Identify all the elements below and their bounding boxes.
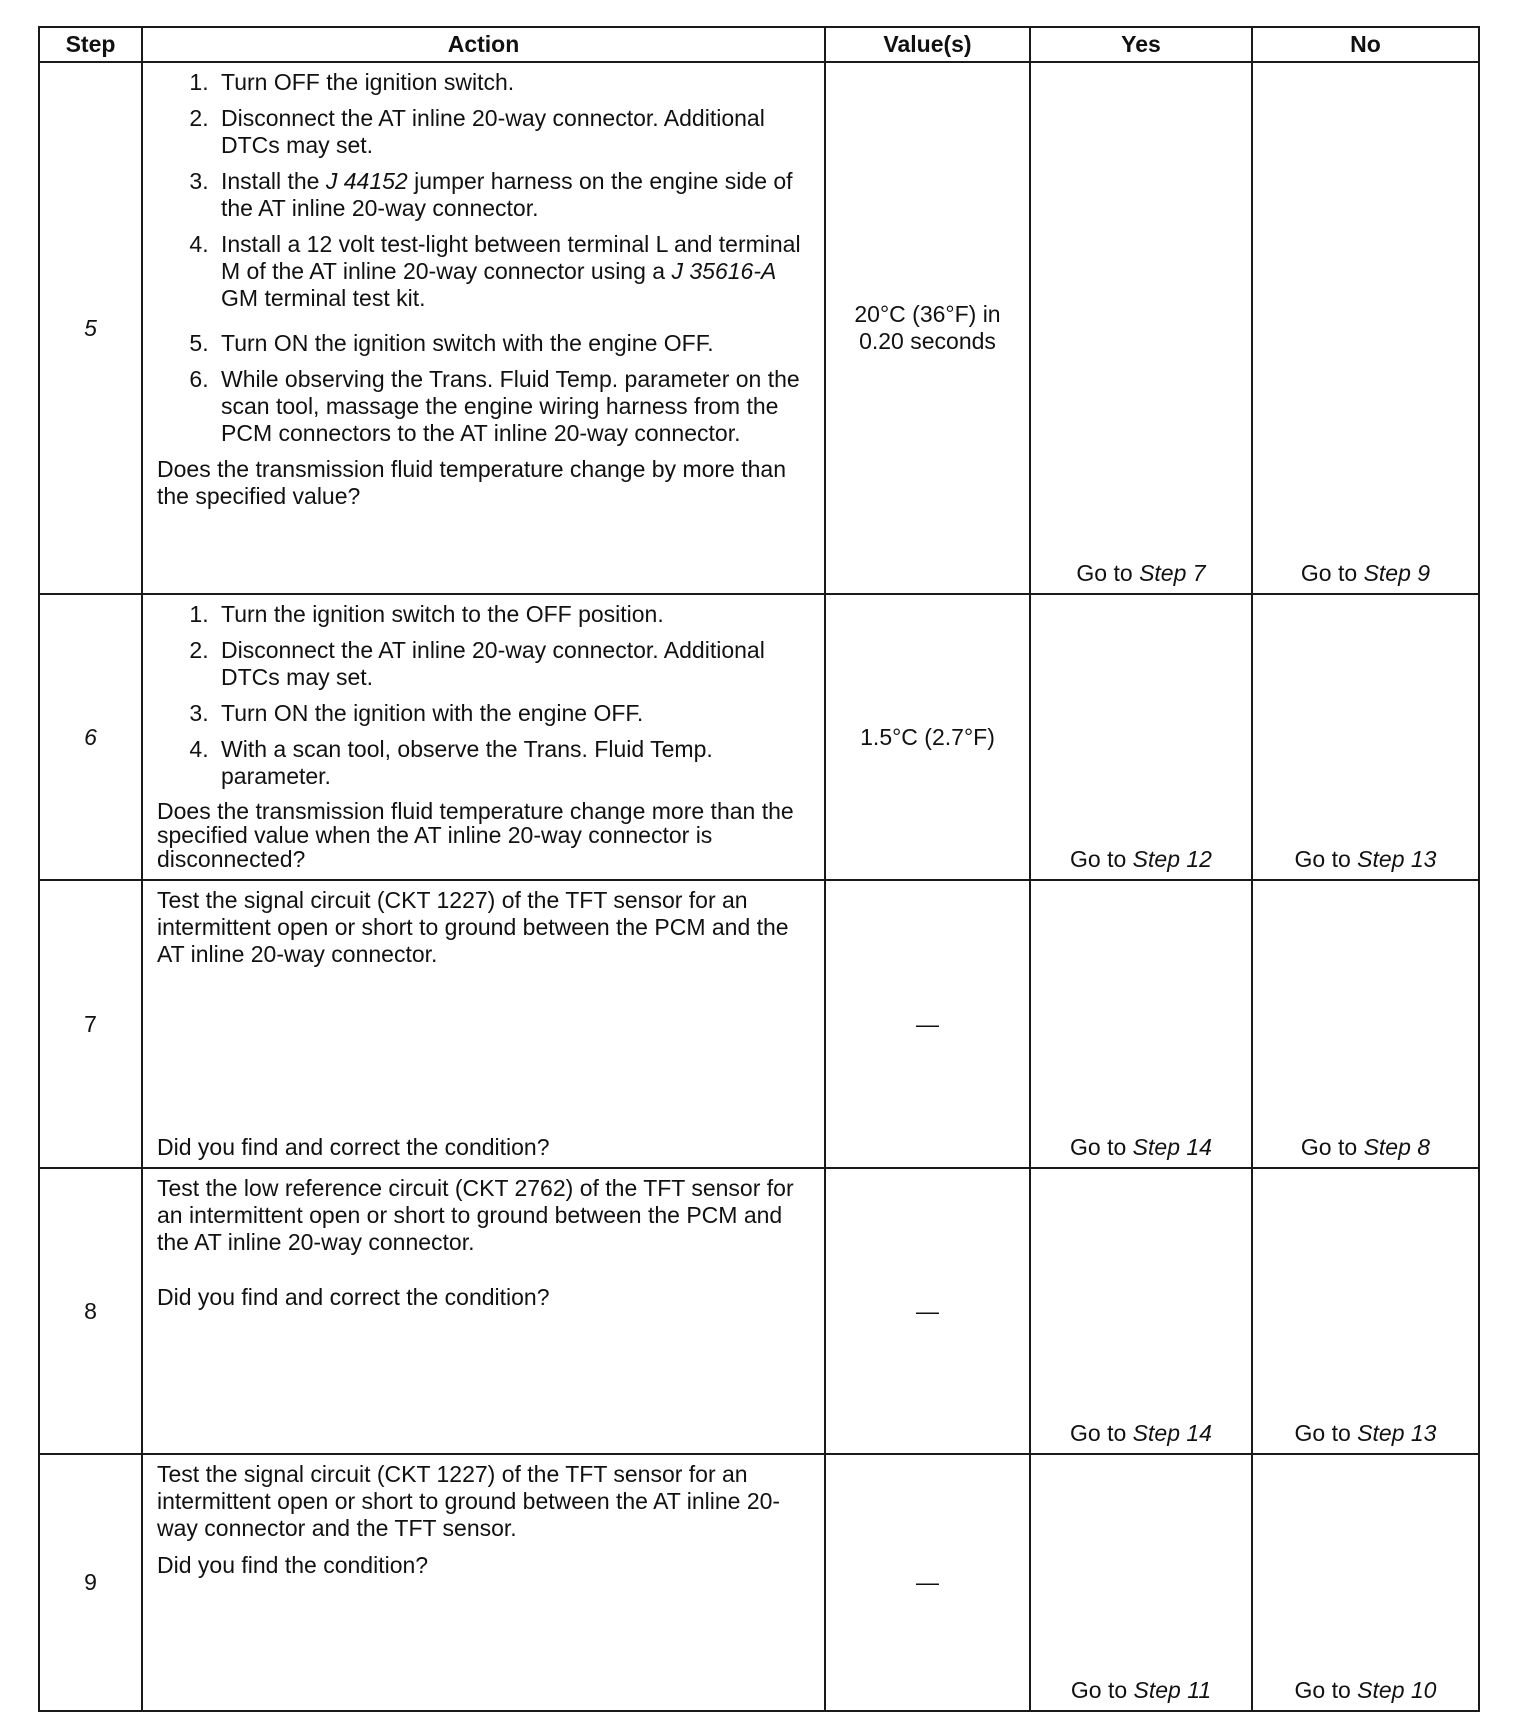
spacer — [157, 1256, 814, 1284]
action-question: Did you find and correct the condition? — [157, 1284, 550, 1310]
yes-target: Step 14 — [1132, 1134, 1212, 1160]
yes-cell: Go to Step 11 — [1030, 1454, 1252, 1711]
header-row — [39, 27, 1479, 62]
table-row — [39, 1168, 1479, 1454]
list-item: 3. Install the J 44152 jumper harness on the engine side of the AT inline 20-way connector. — [215, 168, 814, 222]
step-number: 9 — [39, 1454, 142, 1711]
value-cell: — — [825, 1454, 1030, 1711]
no-target: Step 13 — [1357, 1420, 1437, 1446]
value-cell: 1.5°C (2.7°F) — [825, 594, 1030, 880]
step-number: 8 — [39, 1168, 142, 1454]
action-cell — [142, 880, 825, 1168]
value-cell: — — [825, 1168, 1030, 1454]
list-item: 2. Disconnect the AT inline 20-way connector. Additional DTCs may set. — [215, 105, 814, 159]
value-cell: — — [825, 880, 1030, 1168]
value-cell: 20°C (36°F) in 0.20 seconds — [825, 62, 1030, 594]
yes-target: Step 11 — [1133, 1677, 1212, 1703]
no-cell: Go to Step 8 — [1252, 880, 1479, 1168]
header-step: Step — [39, 27, 142, 62]
no-cell: Go to Step 13 — [1252, 1168, 1479, 1454]
action-content — [157, 887, 814, 1161]
list-item: 4. Install a 12 volt test-light between terminal L and terminal M of the AT inline 20-way connector using a J 35616-A GM terminal test kit. — [215, 231, 814, 312]
step-list — [157, 601, 814, 790]
action-question: Did you find and correct the condition? — [157, 1134, 550, 1160]
header-action: Action — [142, 27, 825, 62]
list-item: 3. Turn ON the ignition with the engine OFF. — [215, 700, 814, 727]
header-values: Value(s) — [825, 27, 1030, 62]
action-cell — [142, 1454, 825, 1711]
list-item: 4. With a scan tool, observe the Trans. Fluid Temp. parameter. — [215, 736, 814, 790]
tool-name: J 44152 — [325, 168, 408, 194]
no-target: Step 8 — [1363, 1134, 1431, 1160]
no-target: Step 10 — [1357, 1677, 1437, 1703]
no-cell: Go to Step 10 — [1252, 1454, 1479, 1711]
action-text: Test the signal circuit (CKT 1227) of the TFT sensor for an intermittent open or short to ground between the AT inline 20-way connector and the TFT sensor. — [157, 1461, 781, 1541]
yes-cell: Go to Step 12 — [1030, 594, 1252, 880]
action-text: Test the signal circuit (CKT 1227) of the TFT sensor for an intermittent open or short to ground between the PCM and the AT inline 20-way connector. — [157, 887, 789, 967]
step-number: 7 — [39, 880, 142, 1168]
table-row — [39, 1454, 1479, 1711]
action-cell — [142, 594, 825, 880]
list-item: 5. Turn ON the ignition switch with the engine OFF. — [215, 330, 814, 357]
diagnostic-table — [38, 26, 1480, 1712]
action-question: Did you find the condition? — [157, 1552, 429, 1578]
yes-target: Step 12 — [1132, 846, 1212, 872]
yes-target: Step 7 — [1139, 560, 1206, 586]
header-yes: Yes — [1030, 27, 1252, 62]
yes-target: Step 14 — [1132, 1420, 1212, 1446]
no-target: Step 13 — [1357, 846, 1437, 872]
yes-cell: Go to Step 7 — [1030, 62, 1252, 594]
table-row — [39, 62, 1479, 594]
spacer — [157, 1542, 814, 1552]
step-list — [157, 69, 814, 447]
yes-cell: Go to Step 14 — [1030, 1168, 1252, 1454]
action-cell — [142, 62, 825, 594]
header-no: No — [1252, 27, 1479, 62]
no-cell: Go to Step 9 — [1252, 62, 1479, 594]
no-cell: Go to Step 13 — [1252, 594, 1479, 880]
list-item: 6. While observing the Trans. Fluid Temp. parameter on the scan tool, massage the engine wiring harness from the PCM connectors to the AT inline 20-way connector. — [215, 366, 814, 447]
action-cell — [142, 1168, 825, 1454]
action-text: Test the low reference circuit (CKT 2762) of the TFT sensor for an intermittent open or short to ground between the PCM and the AT inline 20-way connector. — [157, 1175, 794, 1255]
yes-cell: Go to Step 14 — [1030, 880, 1252, 1168]
list-item: 1. Turn the ignition switch to the OFF position. — [215, 601, 814, 628]
action-question: Does the transmission fluid temperature change more than the specified value when the AT inline 20-way connector is disconnected? — [157, 798, 794, 872]
list-item: 2. Disconnect the AT inline 20-way connector. Additional DTCs may set. — [215, 637, 814, 691]
tool-name: J 35616-A — [671, 258, 777, 284]
no-target: Step 9 — [1363, 560, 1431, 586]
step-number: 5 — [39, 62, 142, 594]
list-item: 1. Turn OFF the ignition switch. — [215, 69, 814, 96]
table-row — [39, 880, 1479, 1168]
action-question: Does the transmission fluid temperature change by more than the specified value? — [157, 456, 786, 509]
step-number: 6 — [39, 594, 142, 880]
table-row — [39, 594, 1479, 880]
